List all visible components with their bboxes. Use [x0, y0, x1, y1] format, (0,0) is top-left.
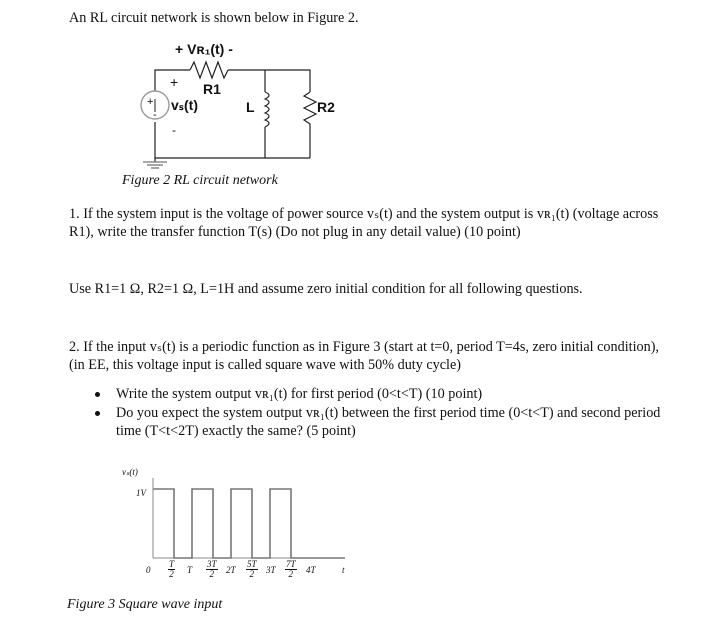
- wave-ylabel: vₛ(t): [122, 467, 138, 477]
- figure2-caption: Figure 2 RL circuit network: [122, 173, 278, 188]
- wave-tick-label: 7T 2: [286, 559, 296, 579]
- q2-line1: 2. If the input vₛ(t) is a periodic function as in Figure 3 (start at t=0, period T=4s, zero initial condition),: [69, 339, 659, 355]
- q1-line1: 1. If the system input is the voltage of power source vₛ(t) and the system output is vʀ₁(t) (voltage across: [69, 206, 659, 222]
- wave-tick-label: T 2: [169, 559, 175, 579]
- q1-line2: R1), write the transfer function T(s) (Do not plug in any detail value) (10 point): [69, 224, 521, 240]
- minus-label: -: [172, 123, 176, 137]
- wave-tick-label: 5T 2: [247, 559, 257, 579]
- q2-bullet2-line2: time (T<t<2T) exactly the same? (5 point): [116, 423, 356, 439]
- vs-label: vₛ(t): [171, 97, 198, 113]
- wave-tick-label: 2T: [226, 565, 236, 575]
- wave-tick-label: 0: [146, 565, 151, 575]
- figure3-caption: Figure 3 Square wave input: [67, 597, 223, 612]
- wave-tick-label: 3T 2: [207, 559, 217, 579]
- vr1-label: + Vʀ₁(t) -: [175, 41, 233, 57]
- wave-tick-label: 3T: [266, 565, 276, 575]
- q2-bullet2-line1: Do you expect the system output vʀ₁(t) between the first period time (0<t<T) and second period: [116, 405, 661, 421]
- plus-top: +: [170, 74, 179, 90]
- wave-level: 1V: [136, 488, 146, 498]
- r2-label: R2: [317, 99, 335, 115]
- inductor-label: L: [246, 99, 255, 115]
- wave-tick-label: t: [342, 565, 345, 575]
- q2-line2: (in EE, this voltage input is called square wave with 50% duty cycle): [69, 357, 462, 373]
- wave-tick-label: T: [187, 565, 193, 575]
- square-wave-line: [153, 489, 345, 558]
- wave-tick-label: 4T: [306, 565, 316, 575]
- intro-text: An RL circuit network is shown below in Figure 2.: [69, 10, 359, 26]
- assumption-text: Use R1=1 Ω, R2=1 Ω, L=1H and assume zero initial condition for all following questions.: [69, 281, 583, 297]
- source-minus: -: [153, 109, 157, 121]
- q2-bullet1: Write the system output vʀ₁(t) for first period (0<t<T) (10 point): [116, 386, 483, 402]
- source-plus: +: [147, 96, 154, 108]
- r1-label: R1: [203, 81, 221, 97]
